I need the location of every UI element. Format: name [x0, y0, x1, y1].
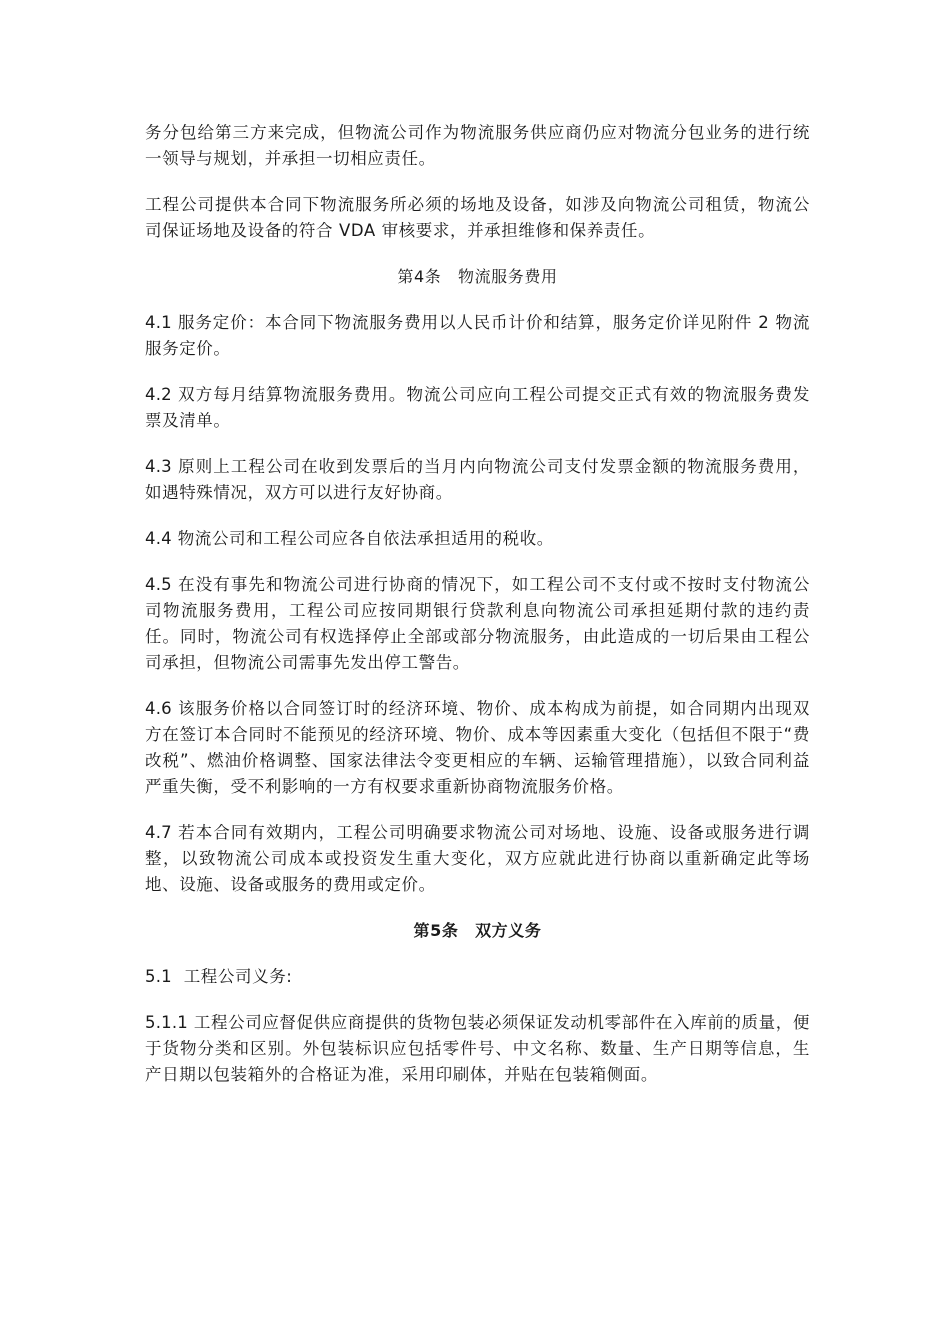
clause-text: 若本合同有效期内，工程公司明确要求物流公司对场地、设施、设备或服务进行调整，以致物流公司成本或投资发生重大变化，双方应就此进行协商以重新确定此等场地、设施、设备或服务的费用或定价。 — [145, 823, 810, 894]
paragraph-site-equipment: 工程公司提供本合同下物流服务所必须的场地及设备，如涉及向物流公司租赁，物流公司保证场地及设备的符合 VDA 审核要求，并承担维修和保养责任。 — [145, 195, 810, 240]
clause-4-6 — [145, 696, 810, 800]
clause-text: 双方每月结算物流服务费用。物流公司应向工程公司提交正式有效的物流服务费发票及清单。 — [145, 385, 810, 430]
clause-number: 4.5 — [145, 575, 172, 594]
clause-number: 5.1.1 — [145, 1013, 188, 1032]
clause-4-1 — [145, 310, 810, 362]
clause-text: 工程公司义务: — [183, 967, 293, 986]
clause-number: 4.6 — [145, 699, 172, 718]
clause-text: 服务定价：本合同下物流服务费用以人民币计价和结算，服务定价详见附件 2 物流服务定价。 — [145, 313, 810, 358]
clause-number: 4.4 — [145, 529, 172, 548]
clause-number: 4.7 — [145, 823, 172, 842]
paragraph-subcontract: 务分包给第三方来完成，但物流公司作为物流服务供应商仍应对物流分包业务的进行统一领导与规划，并承担一切相应责任。 — [145, 123, 810, 168]
clause-5-1-1 — [145, 1010, 810, 1088]
clause-text: 该服务价格以合同签订时的经济环境、物价、成本构成为前提，如合同期内出现双方在签订本合同时不能预见的经济环境、物价、成本等因素重大变化（包括但不限于“费改税”、燃油价格调整、国家法律法令变更相应的车辆、运输管理措施），以致合同利益严重失衡，受不利影响的一方有权要求重新协商物流服务价格。 — [145, 699, 810, 796]
clause-4-3 — [145, 454, 810, 506]
clause-4-2 — [145, 382, 810, 434]
clause-5-1 — [145, 964, 810, 990]
article-4-heading: 第4条 物流服务费用 — [397, 267, 558, 286]
clause-text: 物流公司和工程公司应各自依法承担适用的税收。 — [177, 529, 554, 548]
clause-text: 工程公司应督促供应商提供的货物包装必须保证发动机零部件在入库前的质量，便于货物分类和区别。外包装标识应包括零件号、中文名称、数量、生产日期等信息，生产日期以包装箱外的合格证为准，采用印刷体，并贴在包装箱侧面。 — [145, 1013, 810, 1084]
article-5-heading: 第5条 双方义务 — [413, 921, 542, 940]
clause-4-4 — [145, 526, 810, 552]
clause-number: 4.2 — [145, 385, 172, 404]
clause-number: 5.1 — [145, 967, 172, 986]
clause-number: 4.1 — [145, 313, 172, 332]
clause-4-7 — [145, 820, 810, 898]
clause-text: 在没有事先和物流公司进行协商的情况下，如工程公司不支付或不按时支付物流公司物流服务费用，工程公司应按同期银行贷款利息向物流公司承担延期付款的违约责任。同时，物流公司有权选择停止全部或部分物流服务，由此造成的一切后果由工程公司承担，但物流公司需事先发出停工警告。 — [145, 575, 810, 672]
document-page — [145, 120, 810, 1088]
clause-text: 原则上工程公司在收到发票后的当月内向物流公司支付发票金额的物流服务费用，如遇特殊情况，双方可以进行友好协商。 — [145, 457, 810, 502]
clause-number: 4.3 — [145, 457, 172, 476]
clause-4-5 — [145, 572, 810, 676]
